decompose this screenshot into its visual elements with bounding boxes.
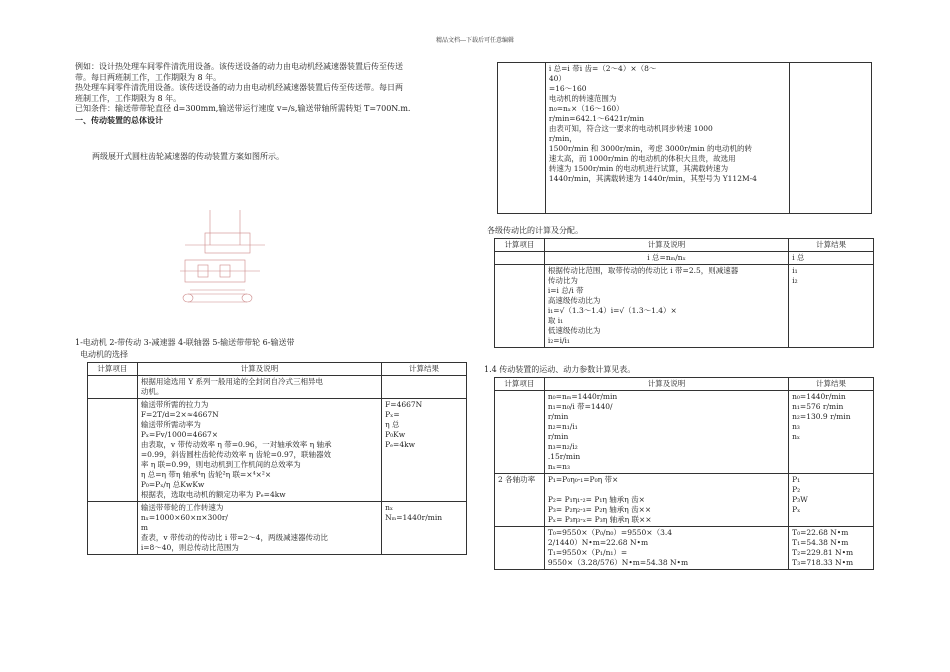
table-row [88,376,467,399]
cell-line: 由表可知，符合这一要求的电动机同步转速 1000 [548,124,713,133]
cell-line: r/min [547,412,569,421]
col-header: 计算及说明 [137,363,381,376]
cell-line: i₂=i/i₁ [547,336,570,345]
cell-line: 由表取，v 带传动效率 η 带=0.96，一对轴承效率 η 轴承 [140,440,332,449]
transmission-diagram [170,205,280,315]
cell-line: nₓ=n₃ [547,462,570,471]
cell-line: 率 η 联=0.99，则电动机到工作机间的总效率为 [140,460,301,469]
cell-line: 动机。 [140,387,164,396]
row-label: 2 各轴功率 [495,474,545,527]
section-title: 一、传动装置的总体设计 [75,114,163,125]
cell-line: 根据表，选取电动机的额定功率为 Pₑ=4kw [140,490,286,499]
cell-line: i₁=√（1.3～1.4）i=√（1.3～1.4）× [547,306,677,315]
table-row [495,474,874,527]
motor-table [87,362,467,555]
result-line: Pₓ [792,505,801,514]
cell-line: 1440r/min，其满载转速为 1440r/min，其型号为 Y112M-4 [548,174,757,183]
col-header: 计算结果 [789,239,874,252]
intro-line: 热处理车间零件清洗用设备。该传送设备的动力由电动机经减速器装置后传至传送带。每日两 [75,83,403,92]
cell-line: nₓ=1000×60×π×300r/ [140,513,228,522]
cell-line: P₁=P₀η₀-₁=P₀η 带× [547,475,619,484]
ratio-table [494,238,874,348]
ratio-title: 各级传动比的计算及分配。 [487,226,583,235]
result-line: P₀Kw [385,430,406,439]
table-row [498,63,872,214]
cell-line: 输送带带轮的工作转速为 [140,503,224,512]
result-line: Nₘ=1440r/min [385,513,443,522]
col-header: 计算项目 [88,363,138,376]
cell-line: i=i 总/i 带 [547,286,584,295]
cell-line: 1500r/min 和 3000r/min，考虑 3000r/min 的电动机的转 [548,144,753,153]
cell-line: 输送带所需的拉力为 [140,400,209,409]
result-line: i₂ [792,276,798,285]
result-line: nₓ [385,503,394,512]
intro-text [75,62,475,125]
cell-line: Pₓ=Fv/1000=4667× [140,430,219,439]
speed-table [497,62,872,214]
cell-line: η 总=η 带η 轴承⁴η 齿轮²η 联=×⁴×²× [140,470,272,479]
cell-line: 2/1440）N•m=22.68 N•m [547,538,649,547]
cell-line: i 总=nₘ/nₓ [544,252,788,265]
result-line: P₃W [792,495,808,504]
cell-line: 速太高，而 1000r/min 的电动机的体积大且贵，故选用 [548,154,736,163]
params-title: 1.4 传动装置的运动、动力参数计算见表。 [484,365,636,374]
intro-line: 已知条件：输送带带轮直径 d=300mm,输送带运行速度 v=/s,输送带轴所需转矩 T=700N.m. [75,104,411,113]
cell-line: .15r/min [547,452,581,461]
cell-line: P₃= P₂η₂-₃= P₂η 轴承η 齿×× [547,505,652,514]
cell-line: n₀=nₓ×（16～160） [548,104,624,113]
intro-line: 例如：设计热处理车间零件清洗用设备。该传送设备的动力由电动机经减速器装置后传至传送 [75,62,403,71]
col-header: 计算结果 [382,363,467,376]
cell-line: 高速级传动比为 [547,296,601,305]
cell-line: 根据用途选用 Y 系列一般用途的全封闭自冷式三相异电 [140,377,324,386]
cell-line: =0.99，斜齿圆柱齿轮传动效率 η 齿轮=0.97，联轴器效 [140,450,332,459]
result-line: η 总 [385,420,400,429]
cell-line: F=2T/d=2×≈4667N [140,410,219,419]
cell-line: r/min [547,432,569,441]
result-line: T₀=22.68 N•m [792,528,849,537]
cell-line: 根据传动比范围，取带传动的传动比 i 带=2.5，则减速器 [547,266,739,275]
col-header: 计算结果 [789,378,874,391]
result-line: n₁=576 r/min [792,402,844,411]
table-row [88,399,467,502]
result-line: T₂=229.81 N•m [792,548,854,557]
cell-line: P₂= P₁η₁-₂= P₁η 轴承η 齿× [547,495,645,504]
result-line: T₁=54.38 N•m [792,538,849,547]
result-line: P₂ [792,485,801,494]
cell-line: n₁=n₀/i 带=1440/ [547,402,613,411]
cell-line: n₀=nₘ=1440r/min [547,392,618,401]
cell-line: n₂=n₁/i₁ [547,422,578,431]
cell-line: 低速级传动比为 [547,326,601,335]
table-row [495,391,874,474]
cell-line: r/min=642.1～6421r/min [548,114,645,123]
cell-line: 输送带所需动率为 [140,420,201,429]
cell-line: 电动机的转速范围为 [548,94,617,103]
cell-line: T₁=9550×（P₁/n₁）= [547,548,628,557]
col-header: 计算项目 [495,378,545,391]
table-row [495,527,874,570]
result-line: T₃=718.33 N•m [792,558,854,567]
figure-legend: 1-电动机 2-带传动 3-减速器 4-联轴器 5-输送带带轮 6-输送带 [75,338,295,347]
params-table [494,377,874,570]
cell-line: P₀=Pₓ/η 总KwKw [140,480,205,489]
result-line: P₁ [792,475,801,484]
cell-line: 取 i₁ [547,316,564,325]
col-header: 计算及说明 [544,378,788,391]
col-header: 计算及说明 [544,239,788,252]
cell-line: 40） [548,74,566,83]
cell-line: 传动比为 [547,276,578,285]
page-header: 精品文档---下载后可任意编辑 [435,37,515,44]
result-line: n₀=1440r/min [792,392,846,401]
col-header: 计算项目 [495,239,545,252]
result-line: n₃ [792,422,800,431]
scheme-text: 两级展开式圆柱齿轮减速器的传动装置方案如图所示。 [92,152,284,161]
result-line: i 总 [789,252,874,265]
result-line: F=4667N [385,400,423,409]
cell-line: =16～160 [548,84,587,93]
cell-line: r/min， [548,134,577,143]
cell-line: i 总=i 带i 齿=（2～4）×（8～ [548,64,657,73]
cell-line: m [140,523,148,532]
motor-select-title: 电动机的选择 [80,350,128,359]
cell-line: n₃=n₂/i₂ [547,442,578,451]
cell-line: T₀=9550×（P₀/n₀）=9550×（3.4 [547,528,673,537]
cell-line: 查表，v 带传动的传动比 i 带=2～4，两级减速器传动比 [140,533,328,542]
cell-line: i=8～40，则总传动比范围为 [140,543,239,552]
cell-line: Pₓ= P₃η₃-ₓ= P₃η 轴承η 联×× [547,515,652,524]
table-row [495,252,874,265]
table-row [88,502,467,555]
intro-line: 带。每日两班制工作，工作期限为 8 年。 [75,72,222,82]
result-line: Pₓ= [385,410,400,419]
result-line: nₓ [792,432,801,441]
result-line: n₂=130.9 r/min [792,412,851,421]
table-row [495,265,874,348]
result-line: Pₑ=4kw [385,440,416,449]
result-line: i₁ [792,266,798,275]
cell-line: 9550×（3.28/576）N•m=54.38 N•m [547,558,689,567]
cell-line: 转速为 1500r/min 的电动机进行试算，其满载转速为 [548,164,729,173]
intro-line: 班制工作，工作期限为 8 年。 [75,93,182,103]
